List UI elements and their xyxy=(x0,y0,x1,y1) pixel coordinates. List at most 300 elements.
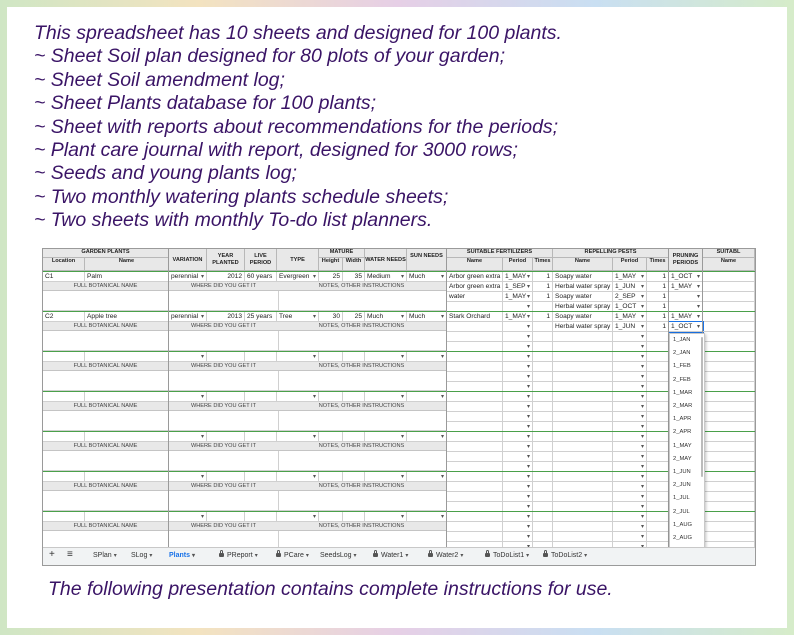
fertilizer-period-cell[interactable] xyxy=(503,332,533,342)
fertilizer-times-cell[interactable] xyxy=(533,492,553,502)
pest-times-cell[interactable] xyxy=(647,482,669,492)
fertilizer-period-cell[interactable]: 1_MAY ▾ xyxy=(503,272,533,282)
all-sheets-menu-icon[interactable]: ≡ xyxy=(67,549,73,560)
suitable-name-cell[interactable] xyxy=(703,282,755,292)
pest-period-cell[interactable]: 1_JUN ▾ xyxy=(613,322,647,332)
pest-name-cell[interactable] xyxy=(553,412,613,422)
fertilizer-name-cell[interactable] xyxy=(447,332,503,342)
intro-line: ~ Sheet with reports about recommendations for the periods; xyxy=(34,115,559,138)
pest-times-cell[interactable] xyxy=(647,442,669,452)
intro-line: ~ Seeds and young plants log; xyxy=(34,162,297,185)
pest-name-cell[interactable]: Herbal water spray xyxy=(553,282,613,292)
suitable-name-cell[interactable] xyxy=(703,292,755,302)
dropdown-option[interactable]: 2_APR xyxy=(673,429,692,436)
fertilizer-period-cell[interactable] xyxy=(503,512,533,522)
plant-water-cell[interactable]: Much ▾ xyxy=(365,312,407,322)
suitable-name-cell[interactable] xyxy=(703,362,755,372)
pest-times-cell[interactable]: 1 xyxy=(647,322,669,332)
pest-period-cell[interactable] xyxy=(613,402,647,412)
plant-width-cell[interactable] xyxy=(343,512,365,522)
plant-live-cell[interactable] xyxy=(245,472,277,482)
header-variation: VARIATION xyxy=(169,249,207,271)
plant-type-cell[interactable] xyxy=(277,392,319,402)
suitable-name-cell[interactable] xyxy=(703,492,755,502)
pest-period-cell[interactable] xyxy=(613,412,647,422)
fertilizer-times-cell[interactable] xyxy=(533,352,553,362)
fertilizer-period-cell[interactable] xyxy=(503,522,533,532)
notes-input[interactable] xyxy=(277,291,447,311)
fertilizer-period-cell[interactable] xyxy=(503,432,533,442)
pruning-period-cell[interactable]: 1_OCT ▾ xyxy=(669,322,703,332)
fertilizer-period-cell[interactable] xyxy=(503,452,533,462)
pest-times-cell[interactable] xyxy=(647,352,669,362)
plant-height-cell[interactable] xyxy=(319,472,343,482)
chevron-down-icon: ▾ xyxy=(353,553,357,559)
plant-name-cell[interactable] xyxy=(85,352,169,362)
pest-times-cell[interactable] xyxy=(647,492,669,502)
spreadsheet[interactable] xyxy=(42,248,756,566)
sheet-tab-todolist1[interactable] xyxy=(485,552,529,559)
pest-name-cell[interactable]: Soapy water xyxy=(553,272,613,282)
fertilizer-period-cell[interactable] xyxy=(503,362,533,372)
pest-times-cell[interactable] xyxy=(647,452,669,462)
pest-name-cell[interactable] xyxy=(553,482,613,492)
fertilizer-period-cell[interactable]: 1_SEP ▾ xyxy=(503,282,533,292)
suitable-name-cell[interactable] xyxy=(703,332,755,342)
pest-period-cell[interactable] xyxy=(613,332,647,342)
sheet-tab-pcare[interactable] xyxy=(276,552,309,559)
add-sheet-button[interactable]: + xyxy=(49,549,55,560)
fertilizer-name-cell[interactable] xyxy=(447,372,503,382)
header-fertilizer-name: Name xyxy=(447,258,503,271)
fertilizer-period-cell[interactable] xyxy=(503,372,533,382)
plant-live-cell[interactable]: 25 years xyxy=(245,312,277,322)
where-got-it-input[interactable] xyxy=(169,491,279,511)
plant-loc-cell[interactable] xyxy=(43,392,85,402)
column-group-divider xyxy=(168,249,169,549)
plant-width-cell[interactable] xyxy=(343,392,365,402)
plant-height-cell[interactable]: 25 xyxy=(319,272,343,282)
plant-year-cell[interactable] xyxy=(207,352,245,362)
pest-times-cell[interactable]: 1 xyxy=(647,272,669,282)
fertilizer-period-cell[interactable] xyxy=(503,392,533,402)
pest-period-cell[interactable] xyxy=(613,352,647,362)
suitable-name-cell[interactable] xyxy=(703,452,755,462)
pest-name-cell[interactable] xyxy=(553,352,613,362)
fertilizer-times-cell[interactable]: 1 xyxy=(533,312,553,322)
pest-period-cell[interactable] xyxy=(613,362,647,372)
fertilizer-times-cell[interactable] xyxy=(533,402,553,412)
fertilizer-times-cell[interactable] xyxy=(533,432,553,442)
fertilizer-name-cell[interactable] xyxy=(447,512,503,522)
pruning-period-cell[interactable]: 1_MAY ▾ xyxy=(669,282,703,292)
plant-type-cell[interactable]: Tree ▾ xyxy=(277,312,319,322)
pest-times-cell[interactable] xyxy=(647,362,669,372)
fertilizer-times-cell[interactable] xyxy=(533,452,553,462)
plant-type-cell[interactable]: Evergreen ▾ xyxy=(277,272,319,282)
dropdown-option[interactable]: 1_AUG xyxy=(673,521,693,528)
dropdown-option[interactable]: 2_JUN xyxy=(673,482,691,489)
pest-times-cell[interactable] xyxy=(647,392,669,402)
pest-period-cell[interactable] xyxy=(613,482,647,492)
suitable-name-cell[interactable] xyxy=(703,412,755,422)
plant-width-cell[interactable] xyxy=(343,472,365,482)
fertilizer-period-cell[interactable]: 1_MAY ▾ xyxy=(503,312,533,322)
pest-period-cell[interactable] xyxy=(613,442,647,452)
notes-input[interactable] xyxy=(277,451,447,471)
plant-name-cell[interactable] xyxy=(85,392,169,402)
pest-period-cell[interactable] xyxy=(613,472,647,482)
botanical-name-label: FULL BOTANICAL NAME xyxy=(43,402,169,411)
pest-times-cell[interactable]: 1 xyxy=(647,312,669,322)
botanical-name-input[interactable] xyxy=(43,291,169,311)
suitable-name-cell[interactable] xyxy=(703,402,755,412)
dropdown-option[interactable]: 1_FEB xyxy=(673,363,691,370)
where-got-it-input[interactable] xyxy=(169,411,279,431)
fertilizer-period-cell[interactable] xyxy=(503,352,533,362)
pest-times-cell[interactable] xyxy=(647,332,669,342)
plant-water-cell[interactable] xyxy=(365,352,407,362)
fertilizer-times-cell[interactable] xyxy=(533,362,553,372)
plant-loc-cell[interactable] xyxy=(43,432,85,442)
plant-year-cell[interactable]: 2012 xyxy=(207,272,245,282)
plant-loc-cell[interactable]: C2 xyxy=(43,312,85,322)
plant-sun-cell[interactable] xyxy=(407,512,447,522)
plant-width-cell[interactable] xyxy=(343,352,365,362)
plant-height-cell[interactable] xyxy=(319,432,343,442)
pest-period-cell[interactable]: 1_JUN ▾ xyxy=(613,282,647,292)
fertilizer-period-cell[interactable]: 1_MAY ▾ xyxy=(503,292,533,302)
fertilizer-name-cell[interactable] xyxy=(447,412,503,422)
header-sun-needs: SUN NEEDS xyxy=(407,249,447,271)
sheet-tab-todolist2[interactable] xyxy=(543,552,587,559)
fertilizer-period-cell[interactable] xyxy=(503,412,533,422)
header-year-planted: YEAR PLANTED xyxy=(207,249,245,271)
plant-live-cell[interactable] xyxy=(245,392,277,402)
botanical-name-input[interactable] xyxy=(43,491,169,511)
plant-height-cell[interactable]: 30 xyxy=(319,312,343,322)
plant-variation-cell[interactable] xyxy=(169,512,207,522)
plant-name-cell[interactable] xyxy=(85,472,169,482)
chevron-down-icon: ▾ xyxy=(526,553,530,559)
suitable-name-cell[interactable] xyxy=(703,392,755,402)
fertilizer-name-cell[interactable]: Stark Orchard xyxy=(447,312,503,322)
pest-times-cell[interactable]: 1 xyxy=(647,282,669,292)
botanical-name-input[interactable] xyxy=(43,331,169,351)
dropdown-option[interactable]: 1_JUN xyxy=(673,469,691,475)
pest-period-cell[interactable]: 2_SEP ▾ xyxy=(613,292,647,302)
sheet-tab-label: SPlan xyxy=(93,552,112,559)
fertilizer-times-cell[interactable]: 1 xyxy=(533,292,553,302)
fertilizer-name-cell[interactable]: water xyxy=(447,292,503,302)
pest-name-cell[interactable] xyxy=(553,452,613,462)
header-pest-period: Period xyxy=(613,258,647,271)
botanical-name-label: FULL BOTANICAL NAME xyxy=(43,362,169,371)
suitable-name-cell[interactable] xyxy=(703,512,755,522)
fertilizer-name-cell[interactable] xyxy=(447,392,503,402)
plant-water-cell[interactable] xyxy=(365,392,407,402)
plant-water-cell[interactable]: Medium ▾ xyxy=(365,272,407,282)
notes-input[interactable] xyxy=(277,491,447,511)
plant-year-cell[interactable] xyxy=(207,472,245,482)
fertilizer-period-cell[interactable] xyxy=(503,402,533,412)
pest-name-cell[interactable] xyxy=(553,532,613,542)
sheet-tab-water2[interactable] xyxy=(428,552,463,559)
plant-water-cell[interactable] xyxy=(365,472,407,482)
dropdown-option[interactable]: 2_AUG xyxy=(673,535,693,541)
fertilizer-name-cell[interactable] xyxy=(447,522,503,532)
where-got-it-input[interactable] xyxy=(169,371,279,391)
plant-water-cell[interactable] xyxy=(365,512,407,522)
where-got-it-input[interactable] xyxy=(169,451,279,471)
fertilizer-times-cell[interactable] xyxy=(533,332,553,342)
plant-name-cell[interactable]: Palm xyxy=(85,272,169,282)
suitable-name-cell[interactable] xyxy=(703,482,755,492)
suitable-name-cell[interactable] xyxy=(703,532,755,542)
fertilizer-name-cell[interactable] xyxy=(447,472,503,482)
fertilizer-times-cell[interactable] xyxy=(533,412,553,422)
plant-variation-cell[interactable] xyxy=(169,392,207,402)
plant-year-cell[interactable] xyxy=(207,512,245,522)
pruning-period-dropdown[interactable] xyxy=(669,333,705,563)
plant-name-cell[interactable] xyxy=(85,432,169,442)
plant-loc-cell[interactable] xyxy=(43,352,85,362)
sheet-tab-water1[interactable] xyxy=(373,552,408,559)
plant-loc-cell[interactable] xyxy=(43,472,85,482)
dropdown-option[interactable]: 2_MAY xyxy=(673,455,692,462)
suitable-name-cell[interactable] xyxy=(703,472,755,482)
pest-name-cell[interactable] xyxy=(553,362,613,372)
fertilizer-times-cell[interactable] xyxy=(533,482,553,492)
pest-name-cell[interactable]: Herbal water spray xyxy=(553,322,613,332)
plant-water-cell[interactable] xyxy=(365,432,407,442)
plant-type-cell[interactable] xyxy=(277,512,319,522)
pruning-period-cell[interactable] xyxy=(669,292,703,302)
pest-name-cell[interactable] xyxy=(553,432,613,442)
pruning-period-cell[interactable]: 1_MAY ▾ xyxy=(669,312,703,322)
pest-times-cell[interactable]: 1 xyxy=(647,292,669,302)
notes-label: NOTES, OTHER INSTRUCTIONS xyxy=(277,362,447,371)
pest-times-cell[interactable] xyxy=(647,512,669,522)
header-width: Width xyxy=(343,258,365,271)
fertilizer-period-cell[interactable] xyxy=(503,532,533,542)
plant-name-cell[interactable] xyxy=(85,512,169,522)
pest-name-cell[interactable]: Herbal water spray xyxy=(553,302,613,312)
fertilizer-times-cell[interactable] xyxy=(533,322,553,332)
dropdown-scrollbar[interactable] xyxy=(701,337,703,477)
suitable-name-cell[interactable] xyxy=(703,312,755,322)
fertilizer-period-cell[interactable] xyxy=(503,442,533,452)
fertilizer-period-cell[interactable] xyxy=(503,482,533,492)
header-suitable-fertilizers: SUITABLE FERTILIZERS xyxy=(447,249,553,258)
fertilizer-name-cell[interactable]: Arbor green extra xyxy=(447,272,503,282)
notes-input[interactable] xyxy=(277,411,447,431)
fertilizer-name-cell[interactable] xyxy=(447,452,503,462)
pest-name-cell[interactable]: Soapy water xyxy=(553,312,613,322)
fertilizer-name-cell[interactable] xyxy=(447,532,503,542)
pest-times-cell[interactable] xyxy=(647,522,669,532)
chevron-down-icon: ▾ xyxy=(254,553,258,559)
fertilizer-name-cell[interactable] xyxy=(447,352,503,362)
pest-period-cell[interactable]: 1_OCT ▾ xyxy=(613,302,647,312)
plant-name-cell[interactable]: Apple tree xyxy=(85,312,169,322)
pest-period-cell[interactable] xyxy=(613,392,647,402)
dropdown-option[interactable]: 1_MAY xyxy=(673,442,692,449)
fertilizer-name-cell[interactable]: Arbor green extra xyxy=(447,282,503,292)
intro-line: ~ Sheet Plants database for 100 plants; xyxy=(34,92,377,115)
fertilizer-times-cell[interactable] xyxy=(533,442,553,452)
where-got-it-input[interactable] xyxy=(169,291,279,311)
plant-height-cell[interactable] xyxy=(319,392,343,402)
fertilizer-times-cell[interactable] xyxy=(533,372,553,382)
pruning-period-cell[interactable]: 1_OCT ▾ xyxy=(669,272,703,282)
pest-name-cell[interactable] xyxy=(553,442,613,452)
plant-type-cell[interactable] xyxy=(277,472,319,482)
dropdown-option[interactable]: 1_MAR xyxy=(673,389,693,396)
pest-period-cell[interactable] xyxy=(613,492,647,502)
fertilizer-times-cell[interactable]: 1 xyxy=(533,272,553,282)
botanical-name-input[interactable] xyxy=(43,411,169,431)
plant-variation-cell[interactable] xyxy=(169,352,207,362)
plant-sun-cell[interactable] xyxy=(407,352,447,362)
intro-text xyxy=(34,22,774,233)
fertilizer-period-cell[interactable] xyxy=(503,472,533,482)
sheet-tab-plants[interactable] xyxy=(169,552,195,559)
plant-type-cell[interactable] xyxy=(277,432,319,442)
fertilizer-name-cell[interactable] xyxy=(447,492,503,502)
pest-times-cell[interactable]: 1 xyxy=(647,302,669,312)
sheet-tab-slog[interactable] xyxy=(131,552,152,559)
plant-width-cell[interactable]: 25 xyxy=(343,312,365,322)
fertilizer-times-cell[interactable] xyxy=(533,512,553,522)
sheet-tab-preport[interactable] xyxy=(219,552,258,559)
pest-period-cell[interactable] xyxy=(613,522,647,532)
dropdown-option[interactable]: 1_APR xyxy=(673,416,692,423)
fertilizer-times-cell[interactable] xyxy=(533,532,553,542)
sheet-tab-splan[interactable] xyxy=(93,552,117,559)
plant-live-cell[interactable]: 60 years xyxy=(245,272,277,282)
plant-loc-cell[interactable]: C1 xyxy=(43,272,85,282)
fertilizer-period-cell[interactable] xyxy=(503,322,533,332)
plant-width-cell[interactable] xyxy=(343,432,365,442)
plant-variation-cell[interactable]: perennial ▾ xyxy=(169,272,207,282)
plant-live-cell[interactable] xyxy=(245,352,277,362)
fertilizer-times-cell[interactable]: 1 xyxy=(533,282,553,292)
suitable-name-cell[interactable] xyxy=(703,522,755,532)
header-name: Name xyxy=(85,258,169,271)
notes-label: NOTES, OTHER INSTRUCTIONS xyxy=(277,482,447,491)
fertilizer-times-cell[interactable] xyxy=(533,522,553,532)
plant-year-cell[interactable]: 2013 xyxy=(207,312,245,322)
plant-live-cell[interactable] xyxy=(245,512,277,522)
sheet-tab-label: PReport xyxy=(227,552,253,559)
plant-sun-cell[interactable] xyxy=(407,432,447,442)
pest-period-cell[interactable] xyxy=(613,372,647,382)
pest-period-cell[interactable]: 1_MAY ▾ xyxy=(613,272,647,282)
botanical-name-input[interactable] xyxy=(43,371,169,391)
pest-times-cell[interactable] xyxy=(647,372,669,382)
fertilizer-times-cell[interactable] xyxy=(533,472,553,482)
plant-year-cell[interactable] xyxy=(207,392,245,402)
dropdown-option[interactable]: 2_MAR xyxy=(673,403,693,409)
pest-period-cell[interactable] xyxy=(613,532,647,542)
fertilizer-name-cell[interactable] xyxy=(447,362,503,372)
plant-width-cell[interactable]: 35 xyxy=(343,272,365,282)
plant-variation-cell[interactable]: perennial ▾ xyxy=(169,312,207,322)
pest-name-cell[interactable] xyxy=(553,522,613,532)
sheet-tab-seedslog[interactable] xyxy=(320,552,357,559)
notes-input[interactable] xyxy=(277,331,447,351)
plant-variation-cell[interactable] xyxy=(169,432,207,442)
fertilizer-name-cell[interactable] xyxy=(447,442,503,452)
fertilizer-name-cell[interactable] xyxy=(447,322,503,332)
fertilizer-times-cell[interactable] xyxy=(533,392,553,402)
pest-period-cell[interactable] xyxy=(613,512,647,522)
plant-loc-cell[interactable] xyxy=(43,512,85,522)
fertilizer-period-cell[interactable] xyxy=(503,492,533,502)
pest-name-cell[interactable] xyxy=(553,492,613,502)
pest-name-cell[interactable] xyxy=(553,402,613,412)
botanical-name-label: FULL BOTANICAL NAME xyxy=(43,322,169,331)
plant-year-cell[interactable] xyxy=(207,432,245,442)
dropdown-option[interactable]: 2_JUL xyxy=(673,508,690,515)
pest-name-cell[interactable] xyxy=(553,332,613,342)
where-got-it-input[interactable] xyxy=(169,331,279,351)
dropdown-option[interactable]: 2_FEB xyxy=(673,376,691,383)
suitable-name-cell[interactable] xyxy=(703,322,755,332)
chevron-down-icon: ▾ xyxy=(405,553,409,559)
suitable-name-cell[interactable] xyxy=(703,352,755,362)
pest-period-cell[interactable] xyxy=(613,432,647,442)
plant-type-cell[interactable] xyxy=(277,352,319,362)
plant-sun-cell[interactable] xyxy=(407,472,447,482)
plant-sun-cell[interactable]: Much ▾ xyxy=(407,312,447,322)
suitable-name-cell[interactable] xyxy=(703,432,755,442)
botanical-name-input[interactable] xyxy=(43,451,169,471)
plant-height-cell[interactable] xyxy=(319,512,343,522)
chevron-down-icon: ▾ xyxy=(149,553,153,559)
suitable-name-cell[interactable] xyxy=(703,372,755,382)
plant-live-cell[interactable] xyxy=(245,432,277,442)
dropdown-option[interactable]: 1_JAN xyxy=(673,337,691,343)
fertilizer-name-cell[interactable] xyxy=(447,402,503,412)
suitable-name-cell[interactable] xyxy=(703,272,755,282)
plant-sun-cell[interactable] xyxy=(407,392,447,402)
notes-input[interactable] xyxy=(277,371,447,391)
plant-sun-cell[interactable]: Much ▾ xyxy=(407,272,447,282)
pest-period-cell[interactable]: 1_MAY ▾ xyxy=(613,312,647,322)
fertilizer-name-cell[interactable] xyxy=(447,482,503,492)
pest-times-cell[interactable] xyxy=(647,412,669,422)
pest-times-cell[interactable] xyxy=(647,532,669,542)
dropdown-option[interactable]: 1_JUL xyxy=(673,495,690,502)
fertilizer-name-cell[interactable] xyxy=(447,432,503,442)
pest-name-cell[interactable] xyxy=(553,372,613,382)
pest-name-cell[interactable] xyxy=(553,392,613,402)
botanical-name-label: FULL BOTANICAL NAME xyxy=(43,442,169,451)
pest-name-cell[interactable] xyxy=(553,472,613,482)
suitable-name-cell[interactable] xyxy=(703,442,755,452)
plant-variation-cell[interactable] xyxy=(169,472,207,482)
pest-name-cell[interactable] xyxy=(553,512,613,522)
pest-times-cell[interactable] xyxy=(647,402,669,412)
pest-name-cell[interactable]: Soapy water xyxy=(553,292,613,302)
pest-period-cell[interactable] xyxy=(613,452,647,462)
dropdown-option[interactable]: 2_JAN xyxy=(673,350,691,357)
pest-times-cell[interactable] xyxy=(647,432,669,442)
plant-height-cell[interactable] xyxy=(319,352,343,362)
pest-times-cell[interactable] xyxy=(647,472,669,482)
